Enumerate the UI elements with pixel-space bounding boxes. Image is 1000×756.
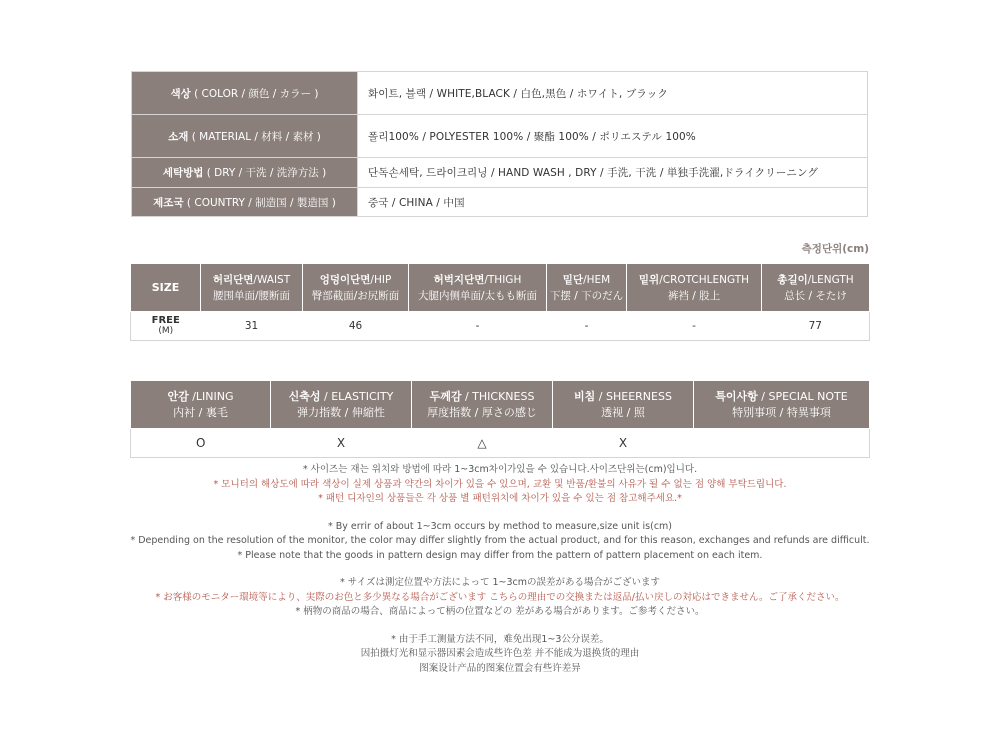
size-row-free xyxy=(131,312,870,341)
header-sub: 透视 / 照 xyxy=(601,405,645,419)
header-bold: 허리단면 xyxy=(212,273,254,286)
property-header-elasticity xyxy=(271,381,412,429)
property-header-sheerness xyxy=(553,381,694,429)
note-line: * Please note that the goods in pattern design may differ from the pattern of pattern placement on each item. xyxy=(237,549,763,561)
size-header-waist xyxy=(201,264,303,312)
note-line: * 柄物の商品の場合、商品によって柄の位置などの 差がある場合があります。ご参考ください。 xyxy=(295,606,705,617)
header-sub: 总长 / そたけ xyxy=(784,289,847,302)
property-value-sheerness: X xyxy=(553,429,694,458)
header-rest: /HIP xyxy=(370,273,392,286)
header-rest: /CROTCHLENGTH xyxy=(659,273,750,286)
property-table xyxy=(130,380,870,458)
info-row-color xyxy=(132,72,868,115)
header-bold: 허벅지단면 xyxy=(433,273,485,286)
header-rest: /LINING xyxy=(188,389,234,403)
property-value-elasticity: X xyxy=(271,429,412,458)
note-line: 因拍摄灯光和显示器因素会造成些许色差 并不能成为退换货的理由 xyxy=(360,648,640,659)
size-cell-waist: 31 xyxy=(201,312,303,341)
property-value-thickness: △ xyxy=(412,429,553,458)
size-header-hip xyxy=(303,264,409,312)
header-rest: / SHEERNESS xyxy=(595,389,672,403)
size-cell-hip: 46 xyxy=(303,312,409,341)
info-label-wash xyxy=(132,158,358,188)
header-rest: /HEM xyxy=(583,273,611,286)
notes-section xyxy=(0,463,1000,689)
property-header-special xyxy=(694,381,870,429)
size-cell-thigh: - xyxy=(409,312,547,341)
size-name: FREE xyxy=(151,315,180,326)
info-value-color: 화이트, 블랙 / WHITE,BLACK / 白色,黑色 / ホワイト, ブラック xyxy=(358,72,868,115)
header-bold: 총길이 xyxy=(777,273,808,286)
product-info-table xyxy=(131,71,868,217)
header-bold: 밑위 xyxy=(638,273,660,286)
header-rest: /WAIST xyxy=(253,273,291,286)
header-sub: 弹力指数 / 伸縮性 xyxy=(297,405,385,419)
info-value-wash: 단독손세탁, 드라이크리닝 / HAND WASH , DRY / 手洗, 干洗 / 単独手洗濯,ドライクリーニング xyxy=(358,158,868,188)
info-row-country xyxy=(132,188,868,217)
header-bold: 엉덩이단면 xyxy=(319,273,371,286)
notes-japanese xyxy=(0,576,1000,620)
header-sub: 下摆 / 下のだん xyxy=(549,289,624,302)
label-bold: 제조국 xyxy=(153,196,184,209)
size-cell-crotch: - xyxy=(627,312,762,341)
size-table xyxy=(130,263,870,341)
header-bold: 밑단 xyxy=(562,273,584,286)
property-value-special xyxy=(694,429,870,458)
property-header-row xyxy=(131,381,870,429)
label-rest: ( DRY / 干洗 / 洗浄方法 ) xyxy=(203,167,327,179)
note-line: * 모니터의 해상도에 따라 색상이 실제 상품과 약간의 차이가 있을 수 있으며, 교환 및 반품/환불의 사유가 될 수 없는 점 양해 부탁드립니다. xyxy=(213,478,787,490)
header-sub: 裤裆 / 股上 xyxy=(667,289,721,302)
header-rest: /THIGH xyxy=(484,273,522,286)
header-sub: 臀部截面/お尻断面 xyxy=(311,289,400,302)
label-rest: ( COUNTRY / 制造国 / 製造国 ) xyxy=(183,196,336,209)
info-row-wash xyxy=(132,158,868,188)
note-line: * サイズは測定位置や方法によって 1~3cmの誤差がある場合がございます xyxy=(339,577,661,588)
header-sub: 腰围单面/腰断面 xyxy=(212,289,291,302)
size-header-size: SIZE xyxy=(131,264,201,312)
info-row-material xyxy=(132,115,868,158)
note-line: * 패턴 디자인의 상품들은 각 상품 별 패턴위치에 차이가 있을 수 있는 점 참고해주세요.* xyxy=(318,493,682,504)
measurement-unit-label: 측정단위(cm) xyxy=(801,243,869,255)
notes-korean xyxy=(0,463,1000,507)
property-value-lining: O xyxy=(131,429,271,458)
label-rest: ( COLOR / 颜色 / カラー ) xyxy=(190,87,319,100)
property-header-thickness xyxy=(412,381,553,429)
header-sub: 大腿内侧单面/太もも断面 xyxy=(417,289,538,302)
size-header-thigh xyxy=(409,264,547,312)
header-rest: /LENGTH xyxy=(807,273,854,286)
note-line: * 由于手工测量方法不同，难免出现1~3公分误差。 xyxy=(391,633,609,645)
note-line: * お客様のモニター環境等により、実際のお色と多少異なる場合がございます こちらの理由での交換または返品/払い戻しの対応はできません。ご了承ください。 xyxy=(155,591,845,603)
size-header-length xyxy=(762,264,870,312)
info-label-material xyxy=(132,115,358,158)
header-sub: 厚度指数 / 厚さの感じ xyxy=(427,405,537,419)
info-value-country: 중국 / CHINA / 中国 xyxy=(358,188,868,217)
header-sub: 特別事项 / 特異事項 xyxy=(732,405,831,419)
header-rest: / ELASTICITY xyxy=(320,389,394,403)
header-rest: / SPECIAL NOTE xyxy=(757,389,848,403)
header-sub: 内衬 / 裏毛 xyxy=(173,405,228,419)
note-line: * 사이즈는 재는 위치와 방법에 따라 1~3cm차이가있을 수 있습니다.사이즈단위는(cm)입니다. xyxy=(302,464,698,475)
header-bold: 안감 xyxy=(167,389,189,403)
notes-chinese xyxy=(0,633,1000,677)
header-bold: 신축성 xyxy=(288,389,321,403)
size-cell-length: 77 xyxy=(762,312,870,341)
size-header-hem xyxy=(547,264,627,312)
label-bold: 소재 xyxy=(168,130,189,143)
property-value-row xyxy=(131,429,870,458)
size-cell-free xyxy=(131,312,201,341)
notes-english xyxy=(0,520,1000,564)
header-bold: 두께감 xyxy=(429,389,462,403)
label-rest: ( MATERIAL / 材料 / 素材 ) xyxy=(188,130,321,143)
property-header-lining xyxy=(131,381,271,429)
info-label-color xyxy=(132,72,358,115)
size-header-crotch xyxy=(627,264,762,312)
header-bold: 특이사항 xyxy=(715,389,758,403)
info-value-material: 폴리100% / POLYESTER 100% / 聚酯 100% / ポリエステル 100% xyxy=(358,115,868,158)
note-line: 图案设计产品的图案位置会有些许差异 xyxy=(419,662,581,674)
note-line: * Depending on the resolution of the monitor, the color may differ slightly from the actual product, and for this reason, exchanges and refunds are difficult. xyxy=(130,535,870,546)
size-cell-hem: - xyxy=(547,312,627,341)
note-line: * By errir of about 1~3cm occurs by method to measure,size unit is(cm) xyxy=(327,520,673,532)
header-rest: / THICKNESS xyxy=(461,389,535,403)
label-bold: 색상 xyxy=(170,87,191,100)
size-sub: (M) xyxy=(158,326,174,336)
label-bold: 세탁방법 xyxy=(162,167,204,179)
header-bold: 비침 xyxy=(574,389,596,403)
info-label-country xyxy=(132,188,358,217)
size-header-row xyxy=(131,264,870,312)
